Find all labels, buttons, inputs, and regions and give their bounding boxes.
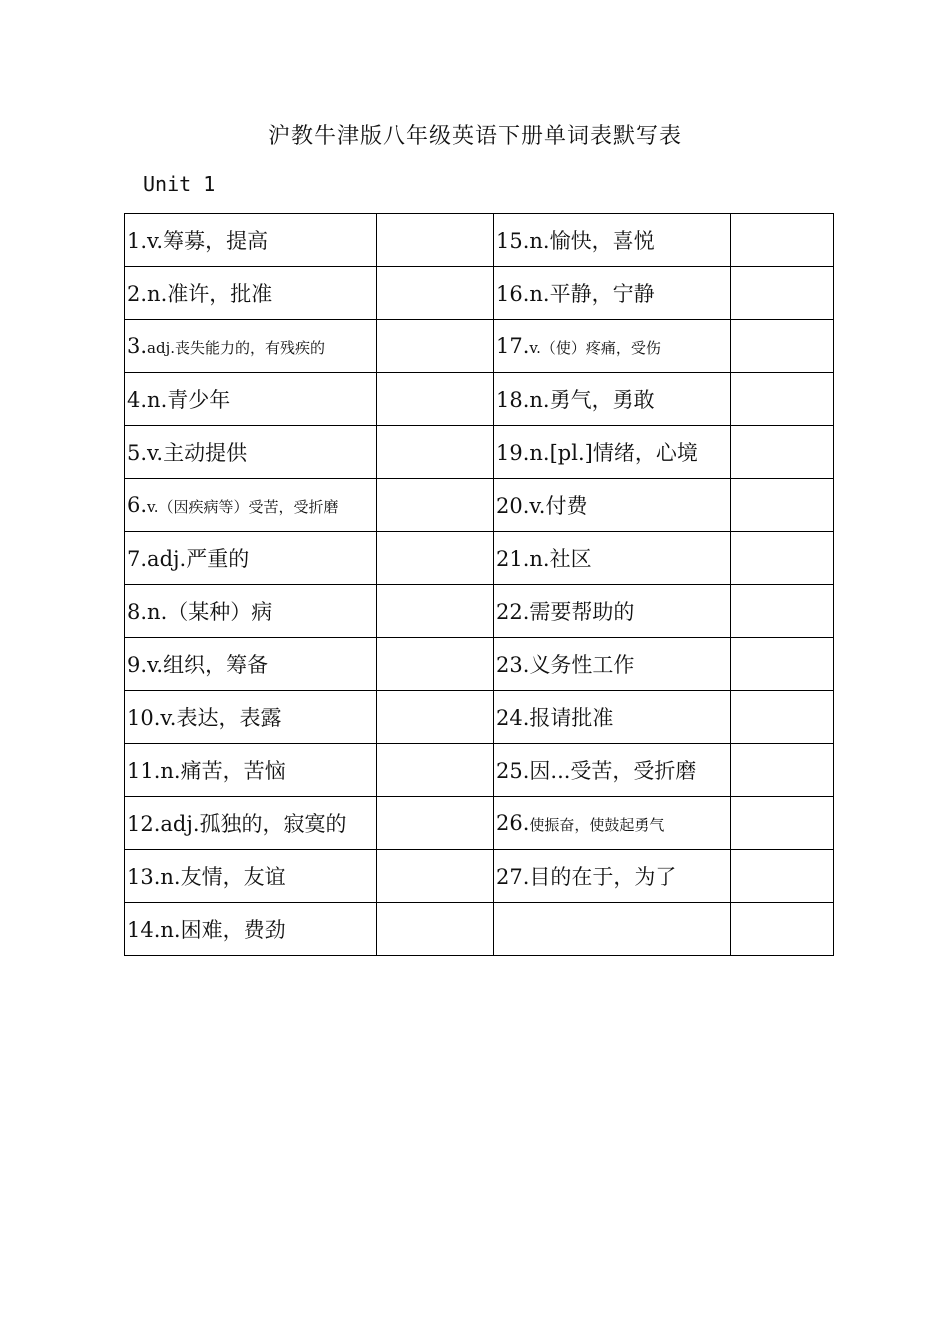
table-row bbox=[125, 797, 834, 850]
answer-cell-left[interactable] bbox=[377, 426, 494, 479]
prompt-cell-right bbox=[494, 214, 731, 267]
item-definition: 报请批准 bbox=[529, 706, 614, 730]
vocab-table bbox=[124, 213, 834, 956]
table-row bbox=[125, 638, 834, 691]
answer-cell-right[interactable] bbox=[731, 267, 834, 320]
item-number: 23. bbox=[496, 653, 530, 677]
prompt-cell-left bbox=[125, 638, 377, 691]
prompt-cell-left bbox=[125, 426, 377, 479]
item-number: 13. bbox=[127, 865, 161, 889]
answer-cell-left[interactable] bbox=[377, 744, 494, 797]
table-row bbox=[125, 426, 834, 479]
item-number: 5. bbox=[127, 441, 148, 465]
answer-cell-right[interactable] bbox=[731, 479, 834, 532]
item-definition: v.（因疾病等）受苦，受折磨 bbox=[147, 498, 339, 516]
prompt-cell-left bbox=[125, 797, 377, 850]
item-number: 25. bbox=[496, 759, 530, 783]
prompt-cell-right bbox=[494, 267, 731, 320]
prompt-cell-left bbox=[125, 479, 377, 532]
prompt-cell-left bbox=[125, 903, 377, 956]
prompt-cell-left bbox=[125, 373, 377, 426]
item-definition: n.（某种）病 bbox=[147, 600, 273, 624]
answer-cell-right[interactable] bbox=[731, 320, 834, 373]
table-row bbox=[125, 691, 834, 744]
answer-cell-left[interactable] bbox=[377, 691, 494, 744]
answer-cell-left[interactable] bbox=[377, 320, 494, 373]
answer-cell-right[interactable] bbox=[731, 214, 834, 267]
table-row bbox=[125, 320, 834, 373]
prompt-cell-right bbox=[494, 373, 731, 426]
item-number: 19. bbox=[496, 441, 530, 465]
prompt-cell-right bbox=[494, 479, 731, 532]
answer-cell-left[interactable] bbox=[377, 903, 494, 956]
item-number: 21. bbox=[496, 547, 530, 571]
answer-cell-right[interactable] bbox=[731, 426, 834, 479]
item-definition: n.准许，批准 bbox=[147, 282, 273, 306]
item-number: 17. bbox=[496, 334, 530, 358]
item-definition: v.组织，筹备 bbox=[147, 653, 269, 677]
item-number: 10. bbox=[127, 706, 161, 730]
prompt-cell-right bbox=[494, 850, 731, 903]
item-number: 12. bbox=[127, 812, 161, 836]
answer-cell-right[interactable] bbox=[731, 850, 834, 903]
answer-cell-left[interactable] bbox=[377, 797, 494, 850]
item-definition: n.社区 bbox=[529, 547, 592, 571]
item-definition: 因...受苦，受折磨 bbox=[529, 759, 697, 783]
prompt-cell-right bbox=[494, 426, 731, 479]
answer-cell-left[interactable] bbox=[377, 214, 494, 267]
unit-heading: Unit 1 bbox=[143, 172, 216, 196]
answer-cell-right[interactable] bbox=[731, 797, 834, 850]
answer-cell-right[interactable] bbox=[731, 373, 834, 426]
prompt-cell-left bbox=[125, 585, 377, 638]
answer-cell-left[interactable] bbox=[377, 479, 494, 532]
table-row bbox=[125, 479, 834, 532]
prompt-cell-left bbox=[125, 532, 377, 585]
item-number: 9. bbox=[127, 653, 148, 677]
answer-cell-left[interactable] bbox=[377, 267, 494, 320]
answer-cell-left[interactable] bbox=[377, 850, 494, 903]
item-number: 27. bbox=[496, 865, 530, 889]
prompt-cell-right bbox=[494, 638, 731, 691]
item-number: 16. bbox=[496, 282, 530, 306]
item-definition: n.[pl.]情绪，心境 bbox=[529, 441, 698, 465]
prompt-cell-left bbox=[125, 744, 377, 797]
item-definition: n.平静，宁静 bbox=[529, 282, 655, 306]
answer-cell-right[interactable] bbox=[731, 638, 834, 691]
prompt-cell-left bbox=[125, 214, 377, 267]
item-definition: 需要帮助的 bbox=[529, 600, 635, 624]
item-definition: adj.孤独的，寂寞的 bbox=[160, 812, 347, 836]
answer-cell-left[interactable] bbox=[377, 532, 494, 585]
item-number: 11. bbox=[127, 759, 161, 783]
item-number: 6. bbox=[127, 493, 148, 517]
prompt-cell-left bbox=[125, 320, 377, 373]
item-number: 26. bbox=[496, 811, 530, 835]
item-number: 24. bbox=[496, 706, 530, 730]
table-row bbox=[125, 373, 834, 426]
answer-cell-right[interactable] bbox=[731, 691, 834, 744]
item-definition: n.青少年 bbox=[147, 388, 231, 412]
prompt-cell-right bbox=[494, 691, 731, 744]
item-number: 2. bbox=[127, 282, 148, 306]
table-row bbox=[125, 850, 834, 903]
prompt-cell-right bbox=[494, 320, 731, 373]
answer-cell-left[interactable] bbox=[377, 638, 494, 691]
vocab-table-body bbox=[125, 214, 834, 956]
item-number: 4. bbox=[127, 388, 148, 412]
answer-cell-right[interactable] bbox=[731, 532, 834, 585]
item-definition: v.（使）疼痛，受伤 bbox=[529, 339, 661, 357]
item-definition: v.筹募，提高 bbox=[147, 229, 269, 253]
prompt-cell-right bbox=[494, 585, 731, 638]
item-number: 20. bbox=[496, 494, 530, 518]
table-row bbox=[125, 903, 834, 956]
table-row bbox=[125, 585, 834, 638]
item-number: 18. bbox=[496, 388, 530, 412]
item-definition: 使振奋，使鼓起勇气 bbox=[529, 816, 665, 834]
item-definition: 目的在于，为了 bbox=[529, 865, 677, 889]
table-row bbox=[125, 744, 834, 797]
item-definition: v.付费 bbox=[529, 494, 588, 518]
item-definition: n.勇气，勇敢 bbox=[529, 388, 655, 412]
item-definition: v.表达，表露 bbox=[160, 706, 282, 730]
answer-cell-right[interactable] bbox=[731, 903, 834, 956]
prompt-cell-right bbox=[494, 532, 731, 585]
prompt-cell-right bbox=[494, 744, 731, 797]
item-definition: 义务性工作 bbox=[529, 653, 635, 677]
table-row bbox=[125, 267, 834, 320]
answer-cell-right[interactable] bbox=[731, 585, 834, 638]
table-row bbox=[125, 532, 834, 585]
table-row bbox=[125, 214, 834, 267]
answer-cell-left[interactable] bbox=[377, 585, 494, 638]
item-number: 15. bbox=[496, 229, 530, 253]
prompt-cell-right bbox=[494, 903, 731, 956]
item-definition: n.困难，费劲 bbox=[160, 918, 286, 942]
item-definition: v.主动提供 bbox=[147, 441, 248, 465]
item-number: 1. bbox=[127, 229, 148, 253]
item-number: 14. bbox=[127, 918, 161, 942]
answer-cell-right[interactable] bbox=[731, 744, 834, 797]
prompt-cell-right bbox=[494, 797, 731, 850]
page-title: 沪教牛津版八年级英语下册单词表默写表 bbox=[267, 124, 682, 149]
item-definition: adj.严重的 bbox=[147, 547, 250, 571]
item-definition: n.痛苦，苦恼 bbox=[160, 759, 286, 783]
item-definition: n.愉快，喜悦 bbox=[529, 229, 655, 253]
item-number: 8. bbox=[127, 600, 148, 624]
item-number: 7. bbox=[127, 547, 148, 571]
prompt-cell-left bbox=[125, 691, 377, 744]
item-definition: adj.丧失能力的，有残疾的 bbox=[147, 339, 326, 357]
prompt-cell-left bbox=[125, 850, 377, 903]
item-number: 22. bbox=[496, 600, 530, 624]
answer-cell-left[interactable] bbox=[377, 373, 494, 426]
item-number: 3. bbox=[127, 334, 148, 358]
prompt-cell-left bbox=[125, 267, 377, 320]
item-definition: n.友情，友谊 bbox=[160, 865, 286, 889]
